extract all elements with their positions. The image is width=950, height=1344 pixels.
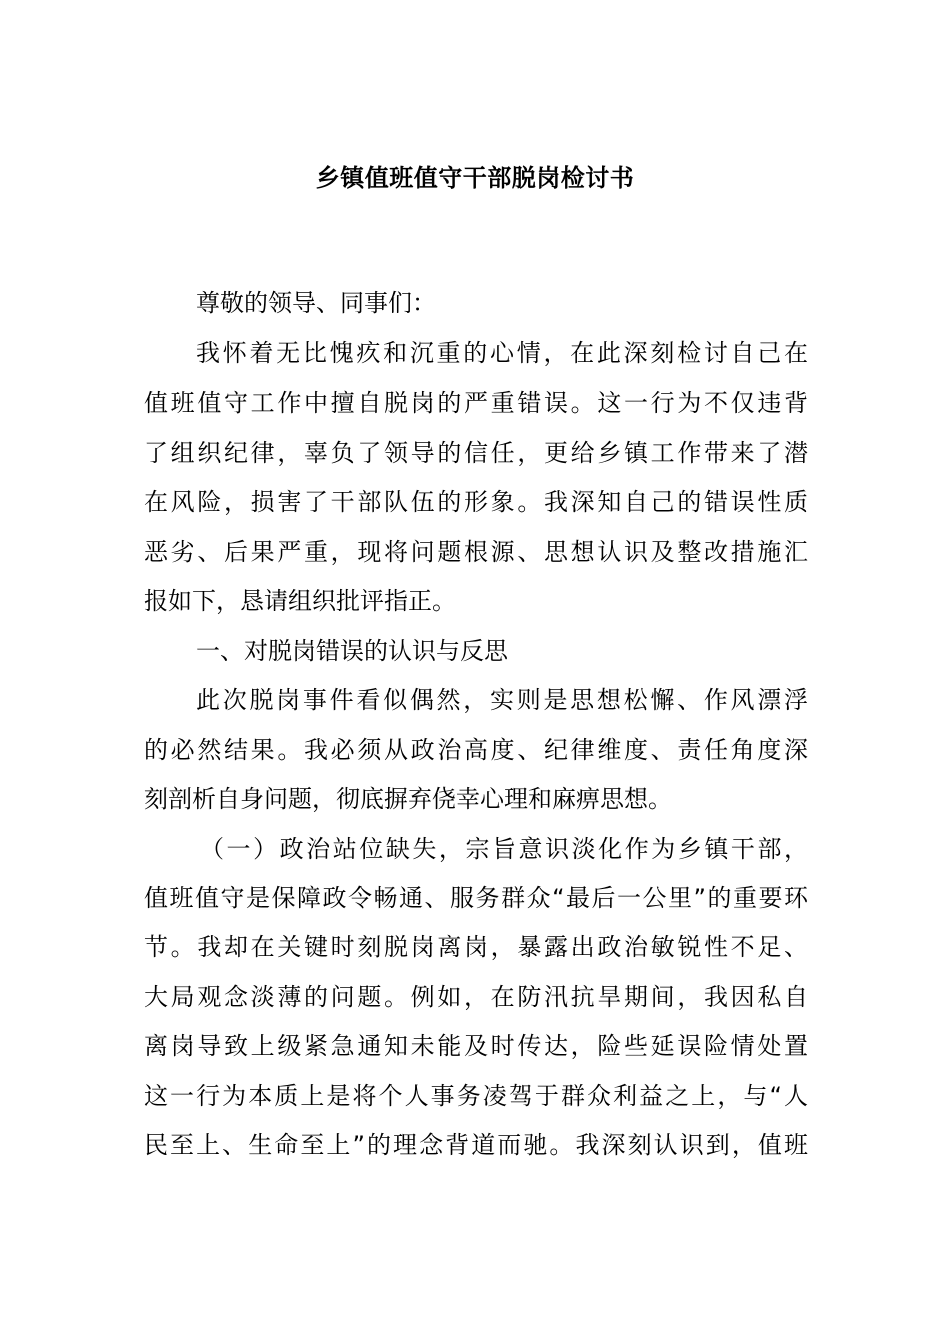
body-line: 我怀着无比愧疚和沉重的心情，在此深刻检讨自己在 [196, 339, 808, 367]
body-line: 此次脱岗事件看似偶然，实则是思想松懈、作风漂浮 [196, 686, 808, 714]
body-line: 值班值守工作中擅自脱岗的严重错误。这一行为不仅违背 [144, 389, 808, 417]
body-line: 值班值守是保障政令畅通、服务群众“最后一公里”的重要环 [144, 884, 808, 912]
body-line: 这一行为本质上是将个人事务凌驾于群众利益之上，与“人 [144, 1082, 808, 1110]
body-line: 离岗导致上级紧急通知未能及时传达，险些延误险情处置 [144, 1032, 808, 1060]
body-line: 在风险，损害了干部队伍的形象。我深知自己的错误性质 [144, 488, 808, 516]
section-heading: 一、对脱岗错误的认识与反思 [196, 637, 508, 665]
salutation: 尊敬的领导、同事们： [196, 289, 436, 317]
document-title: 乡镇值班值守干部脱岗检讨书 [315, 164, 635, 192]
body-line: 节。我却在关键时刻脱岗离岗，暴露出政治敏锐性不足、 [144, 933, 808, 961]
body-line: 民至上、生命至上”的理念背道而驰。我深刻认识到，值班 [144, 1131, 808, 1159]
body-line: 的必然结果。我必须从政治高度、纪律维度、责任角度深 [144, 736, 808, 764]
body-line: 恶劣、后果严重，现将问题根源、思想认识及整改措施汇 [144, 538, 808, 566]
body-line: 大局观念淡薄的问题。例如，在防汛抗旱期间，我因私自 [144, 983, 808, 1011]
body-line: 了组织纪律，辜负了领导的信任，更给乡镇工作带来了潜 [144, 439, 808, 467]
body-line: 刻剖析自身问题，彻底摒弃侥幸心理和麻痹思想。 [144, 785, 672, 813]
body-line: 报如下，恳请组织批评指正。 [144, 587, 456, 615]
subsection-heading: （一）政治站位缺失，宗旨意识淡化作为乡镇干部， [200, 835, 808, 863]
